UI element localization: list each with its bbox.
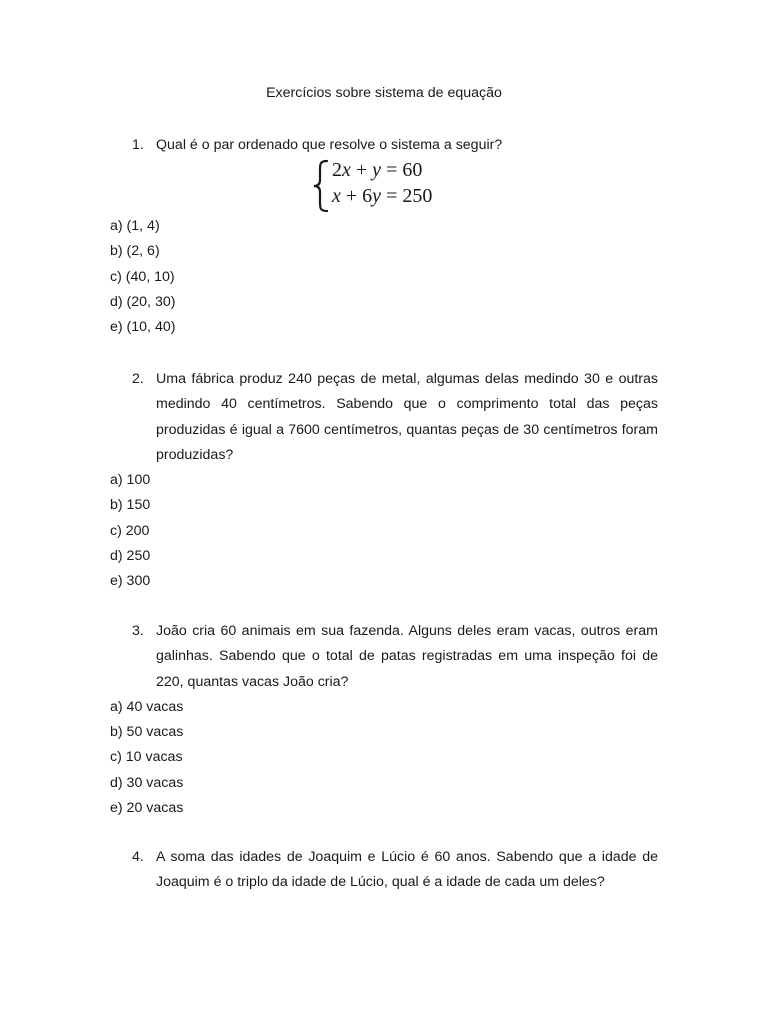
equation-1-rhs: 60: [402, 159, 423, 181]
question-1-number: 1.: [132, 137, 144, 153]
option-1e: e) (10, 40): [110, 319, 176, 336]
equation-1-plus: +: [350, 159, 373, 181]
option-3c: c) 10 vacas: [110, 749, 183, 766]
question-3-number: 3.: [132, 623, 144, 639]
question-2: [110, 367, 658, 595]
question-1: [110, 133, 658, 158]
question-3: [110, 619, 658, 821]
equation-1-equals: =: [381, 159, 403, 181]
equation-2-y: y: [372, 185, 382, 207]
equation-2-plus: + 6: [340, 185, 373, 207]
equation-1-y: y: [372, 159, 382, 181]
question-1-options: [110, 214, 658, 340]
option-3d: d) 30 vacas: [110, 774, 184, 791]
equation-1-coef: 2: [332, 159, 342, 181]
option-3a: a) 40 vacas: [110, 698, 184, 715]
option-1c: c) (40, 10): [110, 268, 175, 285]
equation-2-equals: =: [381, 185, 403, 207]
question-4-text: A soma das idades de Joaquim e Lúcio é 60 anos. Sabendo que a idade de Joaquim é o triplo da idade de Lúcio, qual é a idade de cada um deles?: [156, 849, 658, 891]
equation-1: [332, 159, 422, 182]
equation-system: [310, 158, 480, 214]
equation-1-x: x: [342, 159, 351, 181]
question-2-options: [110, 468, 658, 594]
question-2-statement: [110, 367, 658, 468]
question-2-text: Uma fábrica produz 240 peças de metal, algumas delas medindo 30 e outras medindo 40 centímetros. Sabendo que o comprimento total das peças produzidas é igual a 7600 centímetros, quantas peças de 30 centímetros foram produzidas?: [156, 371, 658, 463]
option-2b: b) 150: [110, 497, 151, 514]
option-2c: c) 200: [110, 522, 150, 539]
document-title: Exercícios sobre sistema de equação: [266, 85, 502, 101]
left-brace-icon: [310, 158, 330, 214]
option-2d: d) 250: [110, 548, 151, 565]
question-4-number: 4.: [132, 849, 144, 865]
question-3-text: João cria 60 animais em sua fazenda. Alguns deles eram vacas, outros eram galinhas. Sabendo que o total de patas registradas em uma inspeção foi de 220, quantas vacas João cria?: [156, 623, 658, 690]
question-3-options: [110, 695, 658, 821]
option-3e: e) 20 vacas: [110, 800, 184, 817]
option-3b: b) 50 vacas: [110, 724, 184, 741]
option-1d: d) (20, 30): [110, 293, 176, 310]
question-4: [110, 845, 658, 896]
option-2e: e) 300: [110, 573, 151, 590]
option-2a: a) 100: [110, 472, 151, 489]
question-2-number: 2.: [132, 371, 144, 387]
question-4-statement: [110, 845, 658, 896]
option-1a: a) (1, 4): [110, 218, 160, 234]
question-1-text: Qual é o par ordenado que resolve o sistema a seguir?: [156, 137, 503, 153]
question-3-statement: [110, 619, 658, 695]
equation-2-x: x: [332, 185, 341, 207]
equation-2: [332, 185, 432, 208]
equation-2-rhs: 250: [402, 185, 433, 207]
question-1-statement: [110, 133, 658, 158]
option-1b: b) (2, 6): [110, 243, 160, 260]
